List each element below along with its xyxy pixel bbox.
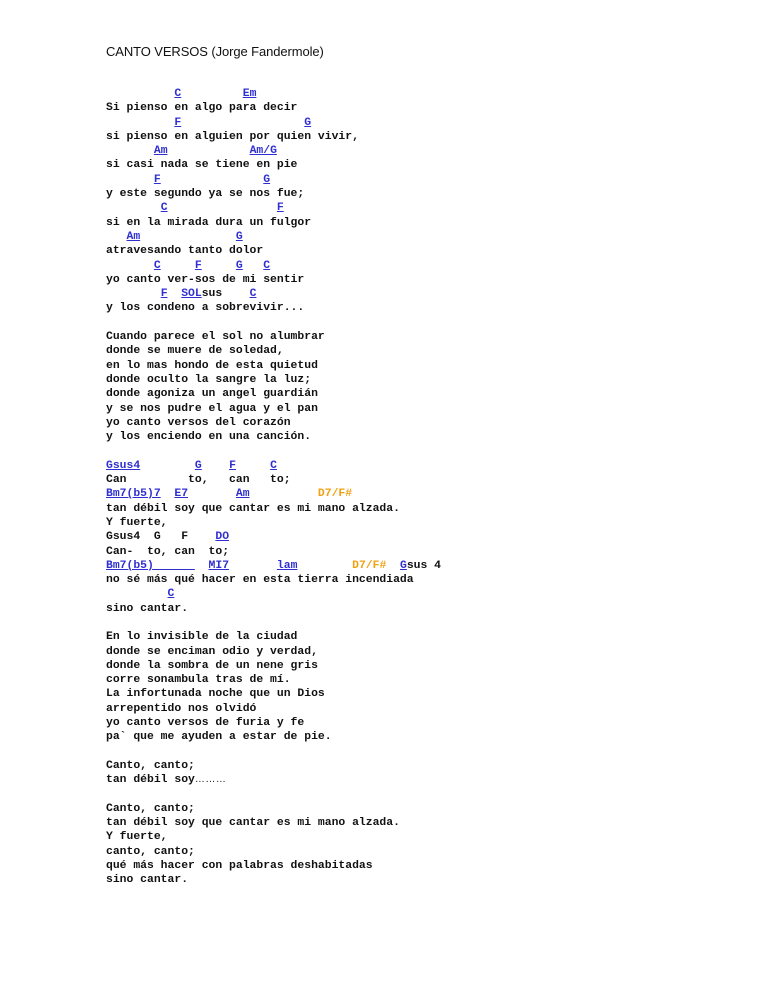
- chord-symbol: F: [174, 116, 182, 129]
- chord-symbol: C: [167, 588, 175, 601]
- lyric-line: [106, 873, 746, 887]
- text-segment: sus 4: [406, 559, 442, 572]
- lyric-line: [106, 216, 746, 230]
- song-title: CANTO VERSOS (Jorge Fandermole): [106, 44, 324, 59]
- text-segment: Gsus4 G F: [106, 531, 216, 544]
- text-segment: [106, 88, 174, 100]
- lyric-line: [106, 859, 746, 873]
- ellipsis-text: ………: [194, 774, 227, 786]
- text-segment: arrepentido nos olvidó: [106, 702, 257, 715]
- text-segment: [181, 117, 304, 129]
- chord-symbol: F: [160, 288, 168, 301]
- chord-line: [106, 144, 746, 158]
- chord-symbol: G: [235, 230, 243, 243]
- text-segment: [161, 488, 175, 500]
- text-segment: en lo mas hondo de esta quietud: [106, 359, 318, 372]
- chord-symbol: F: [153, 173, 161, 186]
- text-segment: [181, 88, 243, 100]
- text-segment: tan débil soy: [106, 774, 195, 787]
- chord-symbol: Am: [126, 230, 141, 243]
- chord-symbol: C: [270, 459, 277, 472]
- lyric-line: [106, 759, 746, 773]
- text-segment: [195, 560, 209, 572]
- lyric-line: [106, 573, 746, 587]
- text-segment: [250, 488, 318, 500]
- text-segment: donde agoniza un angel guardián: [106, 388, 318, 401]
- chord-symbol: G: [263, 173, 271, 186]
- chord-symbol: C: [174, 88, 182, 100]
- chord-line: [106, 459, 746, 473]
- chord-symbol: SOL: [181, 288, 202, 301]
- chord-symbol: G: [304, 116, 312, 129]
- lyric-line: [106, 630, 746, 644]
- chord-symbol: Am/G: [249, 145, 277, 158]
- lyric-line: [106, 101, 746, 115]
- chord-line: [106, 230, 746, 244]
- chord-line: [106, 587, 746, 601]
- text-segment: canto, canto;: [106, 845, 195, 858]
- text-segment: atravesando tanto dolor: [106, 245, 264, 258]
- text-segment: y los enciendo en una canción.: [106, 431, 312, 444]
- blank-line: [106, 745, 746, 759]
- lyric-line: [106, 716, 746, 730]
- lyric-line: [106, 845, 746, 859]
- chord-line: [106, 287, 746, 301]
- chord-symbol: G: [399, 559, 407, 572]
- lyric-line: [106, 158, 746, 172]
- text-segment: si casi nada se tiene en pie: [106, 159, 298, 172]
- chord-line: [106, 201, 746, 215]
- text-segment: Si pienso en algo para decir: [106, 102, 298, 115]
- lyric-line: [106, 830, 746, 844]
- chord-line: [106, 259, 746, 273]
- text-segment: [188, 488, 236, 500]
- text-segment: Y fuerte,: [106, 831, 168, 844]
- lyric-line: [106, 344, 746, 358]
- text-segment: yo canto ver-sos de mi sentir: [106, 273, 305, 286]
- text-segment: y los condeno a sobrevivir...: [106, 302, 305, 315]
- song-body: [106, 87, 746, 888]
- text-segment: [140, 460, 195, 472]
- text-segment: Canto, canto;: [106, 802, 195, 815]
- lyric-line: [106, 187, 746, 201]
- chord-symbol: C: [249, 288, 257, 301]
- text-segment: Can to, can to;: [106, 474, 291, 487]
- text-segment: [168, 202, 277, 214]
- text-segment: sus: [201, 288, 250, 301]
- lyric-line: [106, 330, 746, 344]
- text-segment: [243, 260, 264, 272]
- chord-symbol: F: [276, 202, 284, 215]
- blank-line: [106, 316, 746, 330]
- text-segment: [106, 288, 161, 300]
- text-segment: [229, 560, 277, 572]
- text-segment: La infortunada noche que un Dios: [106, 688, 325, 701]
- text-segment: [202, 260, 236, 272]
- lyric-line: [106, 730, 746, 744]
- lyric-line: [106, 802, 746, 816]
- text-segment: qué más hacer con palabras deshabitadas: [106, 860, 373, 873]
- chord-line: [106, 487, 746, 501]
- text-segment: si pienso en alguien por quien vivir,: [106, 130, 359, 143]
- text-segment: [202, 460, 229, 472]
- text-segment: si en la mirada dura un fulgor: [106, 216, 312, 229]
- lyric-line: [106, 687, 746, 701]
- chord-line: [106, 173, 746, 187]
- chord-symbol: Bm7(b5)7: [106, 488, 161, 501]
- text-segment: Can- to, can to;: [106, 545, 230, 558]
- chord-symbol-highlight: D7/F#: [352, 559, 387, 572]
- text-segment: tan débil soy que cantar es mi mano alzada.: [106, 502, 400, 515]
- chord-symbol-highlight: D7/F#: [317, 488, 353, 501]
- chord-symbol: Bm7(b5): [106, 559, 195, 572]
- chord-symbol: G: [235, 259, 243, 272]
- text-segment: donde se muere de soledad,: [106, 345, 284, 358]
- text-segment: [106, 145, 154, 157]
- lyric-line: [106, 516, 746, 530]
- text-segment: tan débil soy que cantar es mi mano alzada.: [106, 817, 400, 830]
- text-segment: Canto, canto;: [106, 759, 195, 772]
- chord-line: [106, 116, 746, 130]
- text-segment: [106, 231, 127, 243]
- text-segment: Cuando parece el sol no alumbrar: [106, 331, 325, 344]
- lyric-line: [106, 702, 746, 716]
- lyric-line: [106, 645, 746, 659]
- lyric-line: [106, 673, 746, 687]
- text-segment: [386, 560, 400, 572]
- text-segment: [168, 145, 250, 157]
- text-segment: [297, 560, 352, 572]
- lyric-line: [106, 301, 746, 315]
- lyric-line: [106, 659, 746, 673]
- lyric-line: [106, 430, 746, 444]
- lyric-line: [106, 373, 746, 387]
- text-segment: pa` que me ayuden a estar de pie.: [106, 731, 332, 744]
- text-segment: donde se enciman odio y verdad,: [106, 645, 318, 658]
- text-segment: sino cantar.: [106, 874, 189, 887]
- text-segment: [140, 231, 236, 243]
- chord-line: [106, 559, 746, 573]
- text-segment: [106, 202, 161, 214]
- blank-line: [106, 444, 746, 458]
- text-segment: y se nos pudre el agua y el pan: [106, 402, 318, 415]
- chord-symbol: C: [263, 259, 271, 272]
- chord-symbol: E7: [174, 488, 189, 501]
- text-segment: corre sonambula tras de mí.: [106, 674, 291, 687]
- text-segment: [161, 260, 195, 272]
- chord-symbol: Am: [235, 488, 250, 501]
- text-segment: [161, 174, 264, 186]
- text-segment: [236, 460, 270, 472]
- text-segment: donde la sombra de un nene gris: [106, 659, 318, 672]
- text-segment: En lo invisible de la ciudad: [106, 631, 298, 644]
- text-segment: [168, 288, 182, 300]
- chord-symbol: Am: [153, 145, 168, 158]
- text-segment: sino cantar.: [106, 602, 189, 615]
- text-segment: [106, 588, 168, 600]
- lyric-line: [106, 473, 746, 487]
- text-segment: yo canto versos del corazón: [106, 416, 291, 429]
- chord-symbol: MI7: [208, 559, 230, 572]
- lyric-line: [106, 502, 746, 516]
- text-segment: donde oculto la sangre la luz;: [106, 373, 312, 386]
- lyric-line: [106, 602, 746, 616]
- lyric-line: [106, 530, 746, 544]
- chord-line: [106, 87, 746, 101]
- lyric-line: [106, 545, 746, 559]
- lyric-line: [106, 244, 746, 258]
- text-segment: Y fuerte,: [106, 516, 168, 529]
- text-segment: [106, 117, 174, 129]
- chord-symbol: DO: [215, 531, 230, 544]
- lyric-line: [106, 416, 746, 430]
- text-segment: yo canto versos de furia y fe: [106, 717, 305, 730]
- chord-symbol: C: [160, 202, 168, 215]
- blank-line: [106, 788, 746, 802]
- chord-symbol: F: [194, 259, 202, 272]
- chord-symbol: C: [153, 259, 161, 272]
- lyric-line: [106, 773, 746, 787]
- text-segment: y este segundo ya se nos fue;: [106, 188, 305, 201]
- chord-symbol: Em: [242, 88, 257, 100]
- text-segment: no sé más qué hacer en esta tierra incendiada: [106, 574, 414, 587]
- lyric-line: [106, 816, 746, 830]
- chord-symbol: G: [194, 459, 202, 472]
- chord-symbol: Gsus4: [106, 459, 141, 472]
- chord-symbol: F: [229, 459, 236, 472]
- text-segment: [106, 174, 154, 186]
- lyric-line: [106, 273, 746, 287]
- blank-line: [106, 616, 746, 630]
- lyric-line: [106, 402, 746, 416]
- lyric-line: [106, 359, 746, 373]
- chord-symbol: lam: [276, 559, 298, 572]
- lyric-line: [106, 387, 746, 401]
- text-segment: [106, 260, 154, 272]
- lyric-line: [106, 130, 746, 144]
